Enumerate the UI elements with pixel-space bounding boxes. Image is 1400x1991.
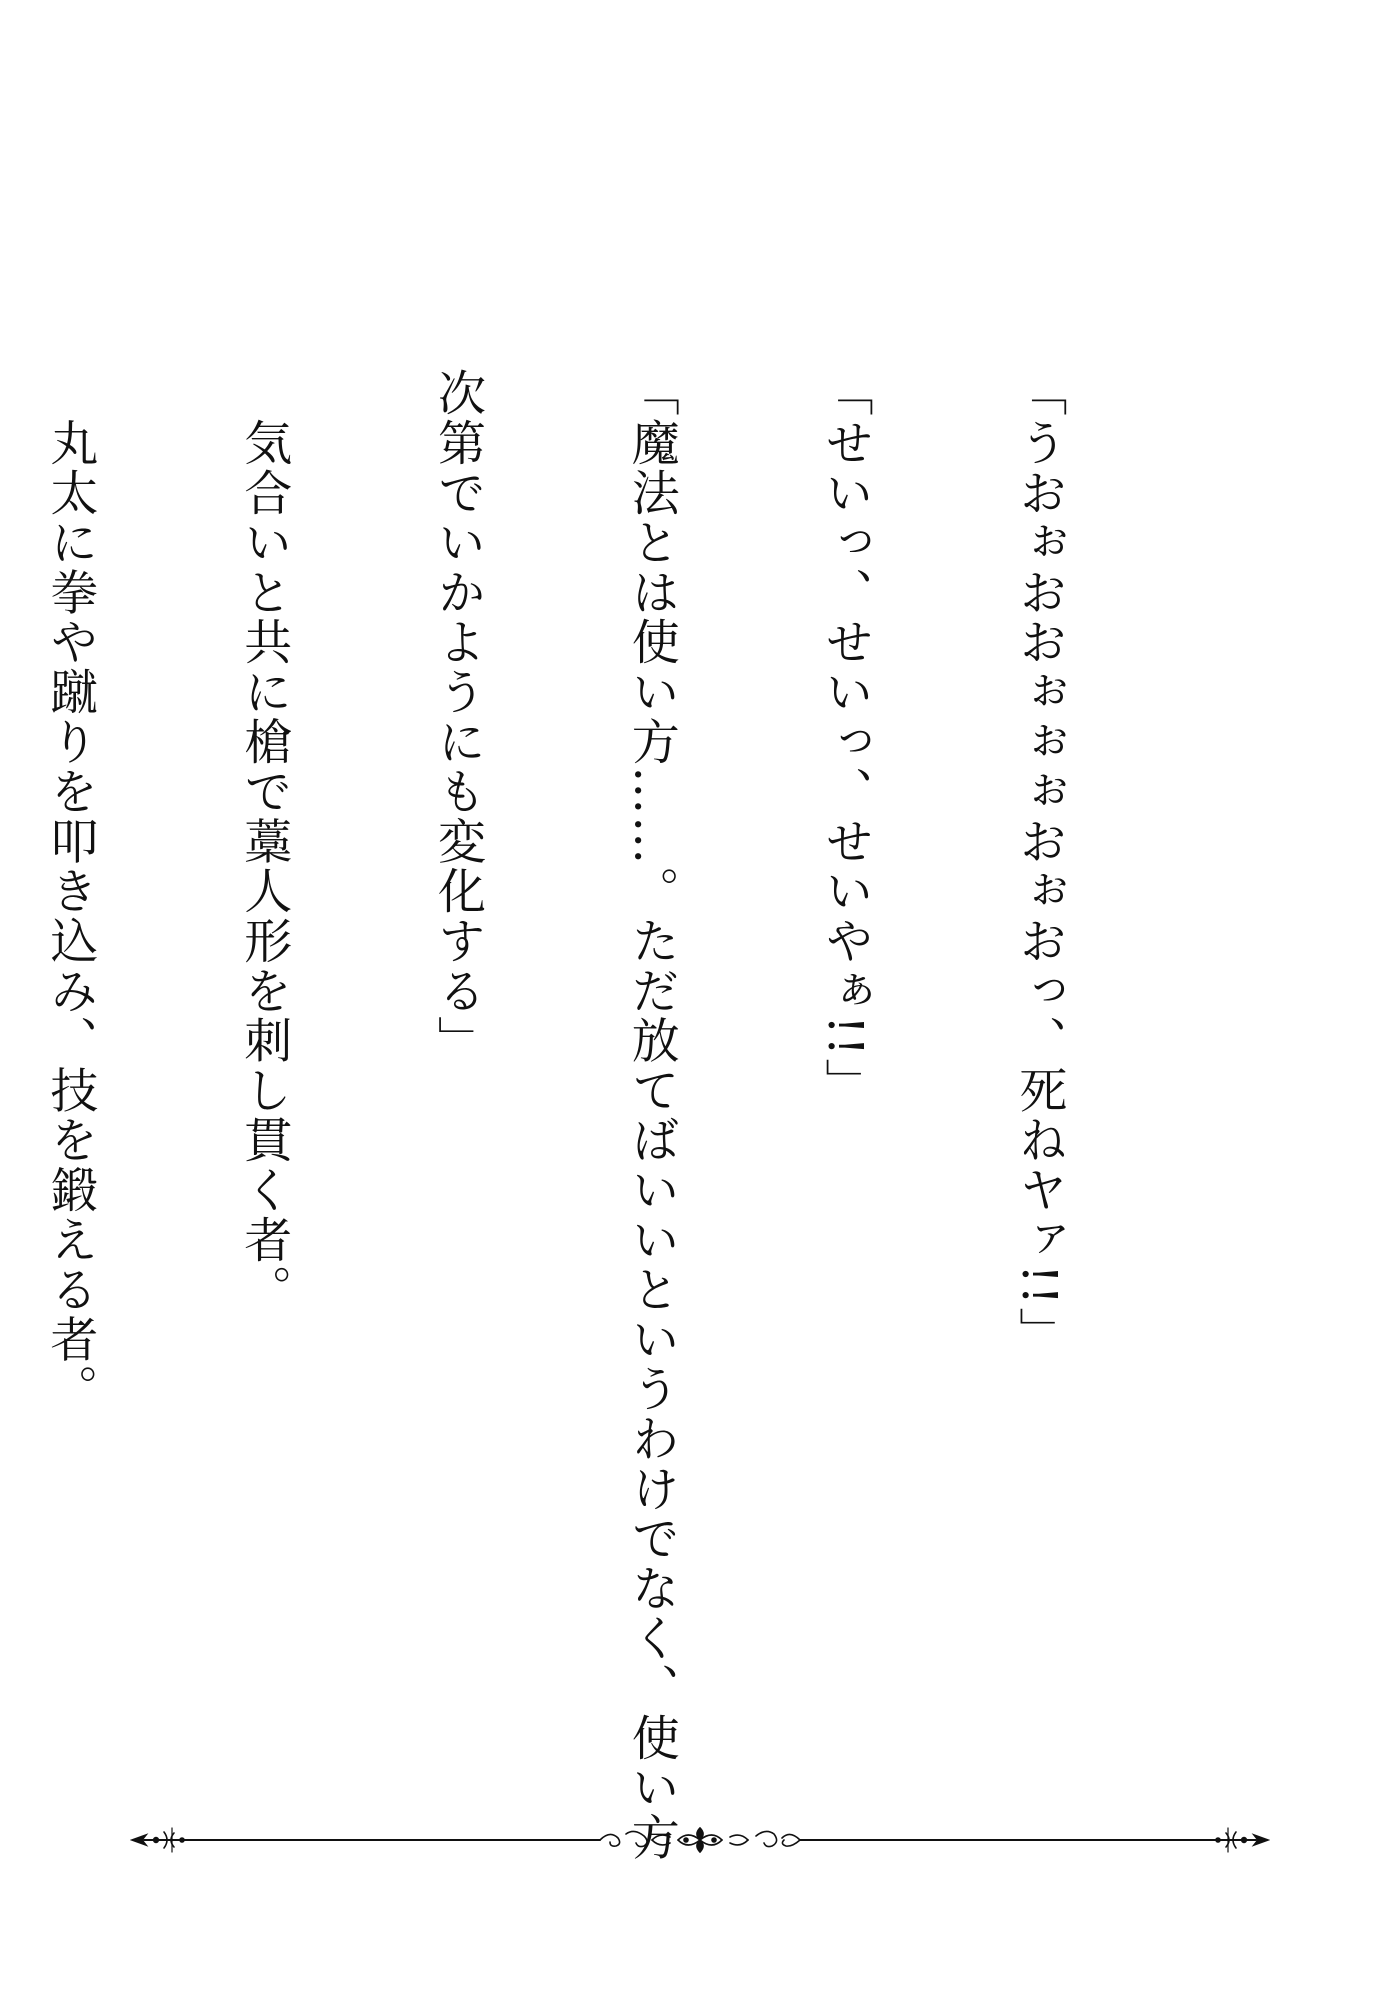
text-line: 次第でいかようにも変化する」	[429, 368, 486, 1066]
text-line: 「うおぉおおぉぉぉおぉおっ、死ねヤァ!!」	[1010, 368, 1067, 1357]
text-line: 気合いと共に槍で藁人形を刺し貫く者。	[235, 368, 292, 1315]
ornament-divider	[130, 1820, 1270, 1860]
text-line: 丸太に拳や蹴りを叩き込み、技を鍛える者。	[41, 368, 98, 1414]
text-line: 「魔法とは使い方……。ただ放てばいいというわけでなく、使い方	[623, 368, 680, 1862]
text-line: 「せいっ、せいっ、せいやぁ!!」	[817, 368, 874, 1108]
body-text	[0, 368, 1200, 1862]
